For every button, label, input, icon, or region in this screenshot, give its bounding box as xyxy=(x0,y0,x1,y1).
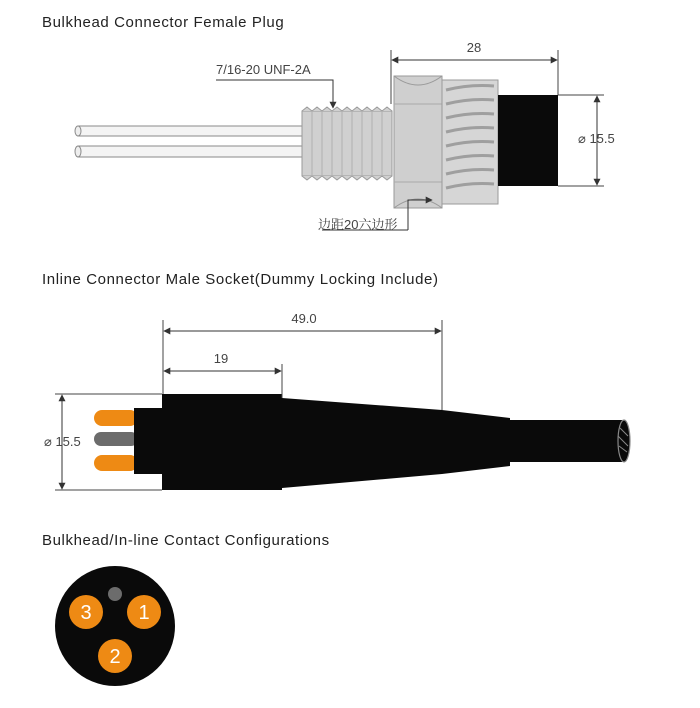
contact-1-number: 1 xyxy=(138,602,150,624)
thread-leader-line xyxy=(216,80,333,108)
inline-pin-middle xyxy=(94,432,138,446)
contact-3-number: 3 xyxy=(80,602,92,624)
bulkhead-threaded-body xyxy=(442,80,498,204)
inline-main-body xyxy=(162,394,282,490)
bulkhead-hex-nut xyxy=(394,76,442,208)
inline-cable-end xyxy=(618,420,630,462)
bulkhead-thread-label: 7/16-20 UNF-2A xyxy=(216,62,311,77)
contact-configuration-diagram xyxy=(55,566,175,686)
config-section-title: Bulkhead/In-line Contact Configurations xyxy=(42,532,330,549)
inline-pin-top xyxy=(94,410,138,426)
bulkhead-section-title: Bulkhead Connector Female Plug xyxy=(42,14,285,31)
inline-section-title: Inline Connector Male Socket(Dummy Locking Include) xyxy=(42,271,439,288)
inline-tapered-body xyxy=(282,398,442,488)
contact-1 xyxy=(127,595,161,629)
bulkhead-black-cap xyxy=(498,95,558,186)
inline-connector-drawing xyxy=(44,311,630,490)
bulkhead-wire-upper xyxy=(75,126,302,136)
bulkhead-thread xyxy=(302,107,392,180)
inline-cable xyxy=(510,420,624,462)
bulkhead-hex-label: 边距20六边形 xyxy=(318,217,398,232)
inline-overall-length-label: 49.0 xyxy=(291,311,317,326)
contact-2-number: 2 xyxy=(109,646,121,668)
inline-body-length-label: 19 xyxy=(213,351,229,366)
inline-diameter-label: ⌀ 15.5 xyxy=(44,434,81,449)
inline-strain-relief xyxy=(442,410,510,474)
bulkhead-wire-lower xyxy=(75,146,302,157)
bulkhead-connector-drawing xyxy=(75,40,615,232)
inline-front-collar xyxy=(134,408,164,474)
guide-pin-dot xyxy=(108,587,122,601)
inline-pin-bottom xyxy=(94,455,138,471)
bulkhead-diameter-label: ⌀ 15.5 xyxy=(578,131,615,146)
contact-2 xyxy=(98,639,132,673)
contact-3 xyxy=(69,595,103,629)
bulkhead-length-label: 28 xyxy=(466,40,482,55)
